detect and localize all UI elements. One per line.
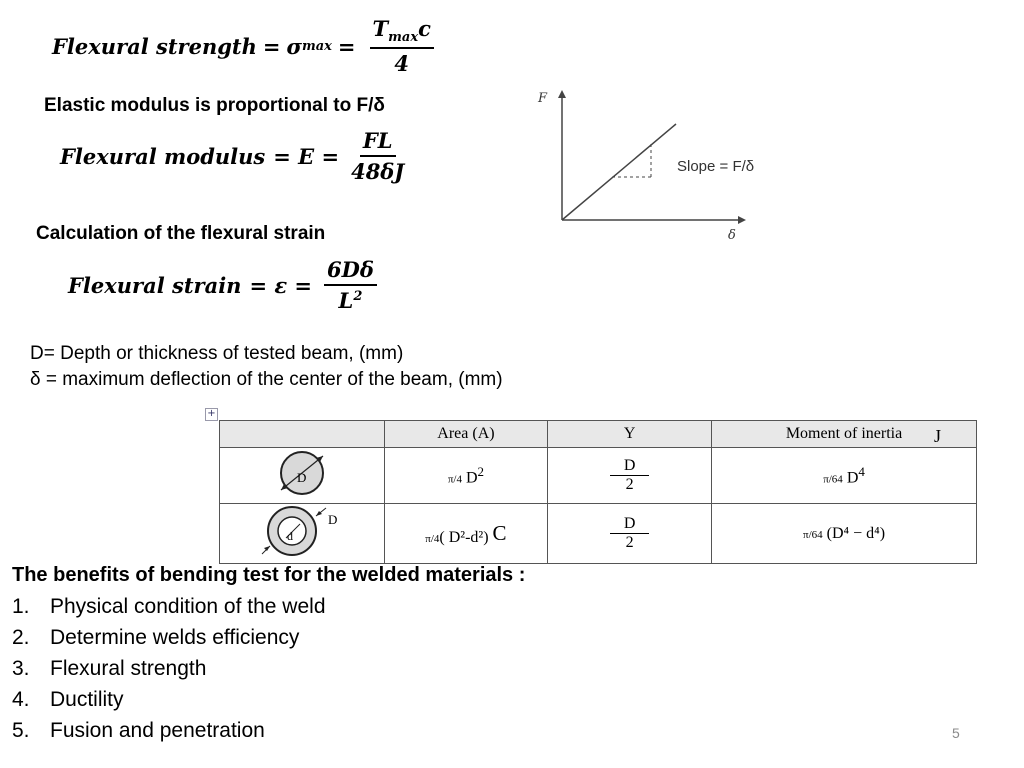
strain-heading: Calculation of the flexural strain bbox=[36, 223, 326, 244]
benefits-list bbox=[12, 591, 326, 746]
hollow-outer-label: D bbox=[327, 512, 338, 527]
header-shape bbox=[220, 421, 385, 448]
eq3-fraction bbox=[324, 257, 377, 313]
centroid-label: C bbox=[492, 520, 507, 545]
graph-x-label: δ bbox=[728, 228, 736, 242]
solid-circle-icon bbox=[267, 448, 337, 498]
graph-x-arrow bbox=[738, 216, 746, 224]
modulus-note: Elastic modulus is proportional to F/δ bbox=[44, 95, 385, 116]
solid-area-cell: π/4 $D^2$ bbox=[384, 448, 548, 504]
graph-slope-line bbox=[562, 124, 676, 220]
hollow-moi-cell: π/64 (D⁴ − d⁴) bbox=[712, 504, 977, 564]
graph-slope-label: Slope = F/δ bbox=[677, 158, 755, 175]
flexural-modulus-equation bbox=[60, 128, 404, 184]
page-number: 5 bbox=[952, 725, 960, 741]
definition-deflection: δ = maximum deflection of the center of the beam, (mm) bbox=[30, 369, 503, 390]
eq3-mid: = ε = bbox=[249, 272, 313, 298]
header-moment-of-inertia: Moment of inertia bbox=[712, 421, 977, 448]
hollow-circle-cell bbox=[220, 504, 385, 564]
eq1-sigma-sub: max bbox=[301, 38, 332, 54]
eq2-numerator: FL bbox=[360, 128, 396, 157]
hollow-circle-icon bbox=[242, 504, 362, 558]
definition-depth: D= Depth or thickness of tested beam, (mm) bbox=[30, 343, 404, 364]
hollow-inner-label: d bbox=[286, 529, 293, 543]
header-y: Y bbox=[548, 421, 712, 448]
eq2-fraction bbox=[351, 128, 404, 184]
solid-y-cell: $\frac{D}{2}$ bbox=[548, 448, 712, 504]
graph-y-label: F bbox=[538, 91, 548, 106]
eq1-sigma: σ bbox=[286, 33, 302, 59]
section-properties-table bbox=[219, 420, 977, 564]
eq1-equals-2: = bbox=[337, 33, 356, 59]
benefits-title: The benefits of bending test for the welded materials : bbox=[12, 564, 526, 586]
solid-circle-cell bbox=[220, 448, 385, 504]
header-area: Area (A) bbox=[384, 421, 548, 448]
eq1-equals: = bbox=[262, 33, 281, 59]
force-deflection-graph bbox=[520, 82, 810, 242]
table-row-hollow bbox=[220, 504, 977, 564]
flexural-strength-equation bbox=[52, 16, 434, 76]
list-item: 4. Ductility bbox=[12, 688, 124, 711]
list-item: 2. Determine welds efficiency bbox=[12, 626, 300, 649]
table-header-row bbox=[220, 421, 977, 448]
eq3-numerator: 6Dδ bbox=[324, 257, 377, 286]
eq1-denominator: 4 bbox=[394, 51, 410, 77]
definitions bbox=[30, 341, 503, 393]
eq3-denominator: $L^2$ bbox=[338, 288, 363, 313]
eq1-numerator: $T_{max}c$ bbox=[370, 16, 434, 49]
graph-y-arrow bbox=[558, 90, 566, 98]
flexural-strain-equation bbox=[68, 257, 377, 313]
solid-moi-cell: π/64 $D^4$ bbox=[712, 448, 977, 504]
eq1-fraction bbox=[370, 16, 434, 76]
list-item: 1. Physical condition of the weld bbox=[12, 595, 326, 618]
table-row-solid bbox=[220, 448, 977, 504]
eq2-denominator: 48δJ bbox=[351, 159, 405, 184]
eq2-mid: = E = bbox=[273, 143, 340, 169]
eq1-lhs: Flexural strength bbox=[52, 33, 257, 59]
solid-circle-label: D bbox=[296, 470, 307, 485]
list-item: 5. Fusion and penetration bbox=[12, 719, 265, 742]
list-item: 3. Flexural strength bbox=[12, 657, 207, 680]
eq3-lhs: Flexural strain bbox=[68, 272, 242, 298]
table-move-handle[interactable]: + bbox=[205, 408, 218, 421]
hollow-y-cell: $\frac{D}{2}$ bbox=[548, 504, 712, 564]
polar-moment-label: J bbox=[934, 426, 942, 446]
eq2-lhs: Flexural modulus bbox=[60, 143, 266, 169]
hollow-area-cell: π/4( D²-d²) C bbox=[384, 504, 548, 564]
